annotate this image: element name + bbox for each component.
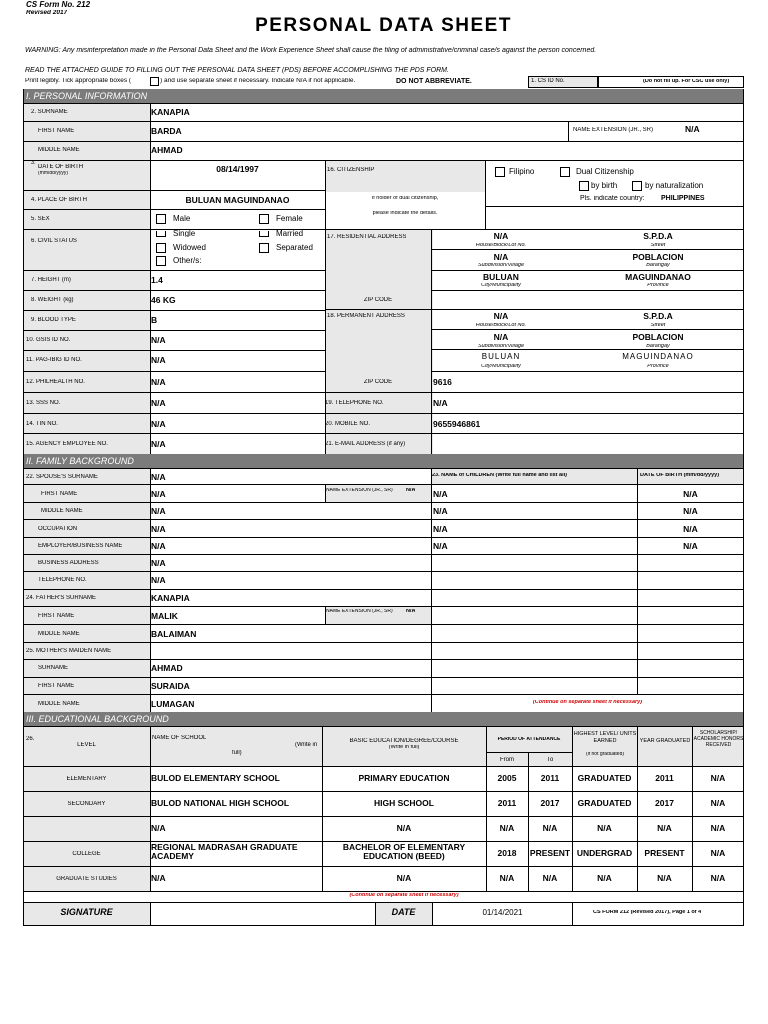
grid-line — [23, 537, 744, 538]
res-barangay-sublabel: Barangay — [646, 263, 670, 268]
perm-city-sublabel: City/Municipality — [481, 364, 521, 369]
male-checkbox[interactable] — [156, 214, 166, 224]
res-city-sublabel: City/Municipality — [481, 283, 521, 288]
grid-line — [23, 766, 744, 767]
form-revised: Revised 2017 — [26, 10, 68, 16]
grid-line — [23, 606, 744, 607]
period-from-field[interactable]: 2005 — [497, 774, 517, 783]
permanent-address-label: 18. PERMANENT ADDRESS — [327, 313, 405, 319]
citizenship-label: 16. CITIZENSHIP — [327, 167, 375, 173]
res-street-sublabel: Street — [650, 243, 666, 248]
grid-line — [23, 519, 744, 520]
perm-barangay-sublabel: Barangay — [646, 344, 670, 349]
grid-line — [23, 141, 744, 142]
school-full-header: full) — [232, 750, 242, 756]
by-naturalization-label: by naturalization — [645, 182, 704, 190]
telephone-field[interactable]: N/A — [433, 399, 448, 408]
grid-line — [23, 290, 325, 291]
mother-surname-label: SURNAME — [38, 665, 69, 671]
sex-label: 5. SEX — [31, 216, 50, 222]
perm-street-sublabel: Street — [650, 323, 666, 328]
period-to-field[interactable]: 2011 — [540, 774, 560, 783]
do-not-abbreviate: DO NOT ABBREVIATE. — [396, 78, 472, 85]
father-first-name-field[interactable]: MALIK — [151, 612, 178, 621]
course-field[interactable]: PRIMARY EDUCATION — [358, 774, 450, 783]
father-name-ext-field[interactable]: N/A — [406, 609, 416, 614]
school-name-field[interactable]: N/A — [151, 824, 166, 833]
scholarship-header: SCHOLARSHIP/ ACADEMIC HONORS RECEIVED — [693, 730, 744, 748]
grid-line — [23, 433, 744, 434]
honors-field[interactable]: N/A — [710, 849, 726, 858]
child-name-field[interactable]: N/A — [433, 542, 448, 551]
from-header: From — [500, 757, 514, 763]
cs-id-label: 1. CS ID No. — [531, 78, 565, 84]
philhealth-field[interactable]: N/A — [151, 378, 166, 387]
filipino-checkbox[interactable] — [495, 167, 505, 177]
course-field[interactable]: BACHELOR OF ELEMENTARY EDUCATION (BEED) — [342, 843, 466, 862]
grid-line — [431, 290, 744, 291]
father-surname-field[interactable]: KANAPIA — [151, 594, 190, 603]
school-name-field[interactable]: REGIONAL MADRASAH GRADUATE ACADEMY — [151, 843, 298, 862]
print-legibly-text-a: Print legibly. Tick appropriate boxes ( — [25, 78, 132, 84]
grid-line — [23, 659, 744, 660]
period-from-field[interactable]: N/A — [499, 824, 515, 833]
grid-line — [572, 726, 573, 891]
course-field[interactable]: N/A — [396, 874, 412, 883]
father-middle-name-label: MIDDLE NAME — [38, 631, 80, 637]
occupation-field[interactable]: N/A — [151, 525, 166, 534]
male-label: Male — [173, 215, 191, 223]
year-graduated-field[interactable]: N/A — [657, 824, 672, 833]
print-legibly-text-b: ) and use separate sheet if necessary. Indicate N/A if not applicable. — [160, 78, 356, 84]
school-name-header: NAME OF SCHOOL — [152, 735, 207, 741]
highest-level-field[interactable]: GRADUATED — [577, 774, 632, 783]
grid-line — [322, 726, 323, 891]
first-name-field[interactable]: BARDA — [151, 127, 182, 136]
perm-house-sublabel: House/Block/Lot No. — [475, 323, 527, 328]
read-guide-text: READ THE ATTACHED GUIDE TO FILLING OUT THE PERSONAL DATA SHEET (PDS) BEFORE ACCOMPLISHING THE PDS FORM. — [25, 67, 449, 74]
period-from-field[interactable]: N/A — [499, 874, 515, 883]
period-from-field[interactable]: 2018 — [497, 849, 517, 858]
page-title: PERSONAL DATA SHEET — [255, 16, 512, 35]
spouse-middle-name-field[interactable]: N/A — [151, 507, 166, 516]
section-family-background — [23, 454, 744, 468]
grid-line — [486, 726, 487, 891]
sss-field[interactable]: N/A — [151, 399, 166, 408]
honors-field[interactable]: N/A — [710, 874, 726, 883]
honors-field[interactable]: N/A — [710, 774, 726, 783]
res-province-sublabel: Province — [647, 283, 669, 288]
res-street-field[interactable]: S.P.D.A — [643, 232, 673, 241]
res-subdivision-sublabel: Subdivision/Village — [477, 263, 525, 268]
residential-address-label: 17. RESIDENTIAL ADDRESS — [327, 234, 407, 240]
single-label: Single — [173, 230, 196, 237]
married-checkbox[interactable] — [259, 231, 269, 237]
highest-level-field[interactable]: N/A — [597, 874, 612, 883]
widowed-label: Widowed — [173, 244, 206, 252]
spouse-first-name-label: FIRST NAME — [41, 491, 78, 497]
course-field[interactable]: N/A — [396, 824, 412, 833]
grid-line — [325, 484, 326, 502]
dob-number: 3. — [31, 161, 36, 166]
honors-field[interactable]: N/A — [710, 799, 726, 808]
grid-line — [692, 726, 693, 891]
grid-line — [23, 209, 325, 210]
period-to-field[interactable]: 2017 — [540, 799, 560, 808]
res-city-field[interactable]: BULUAN — [483, 273, 519, 282]
first-name-label: FIRST NAME — [38, 128, 75, 134]
citizenship-label-cell — [325, 160, 485, 192]
year-graduated-field[interactable]: 2011 — [655, 774, 674, 783]
pagibig-label: 11. PAG-IBIG ID NO. — [26, 357, 82, 363]
perm-barangay-field[interactable]: POBLACION — [632, 333, 684, 342]
perm-city-field[interactable]: BULUAN — [481, 353, 521, 361]
education-level-label: GRADUATE STUDIES — [56, 876, 117, 882]
section-personal-information — [23, 89, 744, 103]
period-to-field[interactable]: N/A — [542, 874, 558, 883]
perm-subdivision-field[interactable]: N/A — [493, 333, 509, 342]
tick-sample-checkbox — [150, 77, 159, 86]
blood-type-label: 9. BLOOD TYPE — [31, 317, 76, 323]
grid-line — [23, 160, 744, 161]
highest-level-field[interactable]: GRADUATED — [577, 799, 632, 808]
highest-level-header: HIGHEST LEVEL/ UNITS EARNED — [573, 731, 637, 744]
height-field[interactable]: 1.4 — [151, 276, 163, 285]
grid-line — [150, 468, 151, 712]
employer-field[interactable]: N/A — [151, 542, 166, 551]
father-middle-name-field[interactable]: BALAIMAN — [151, 630, 197, 639]
blood-type-field[interactable]: B — [151, 316, 158, 325]
father-name-ext-label: NAME EXTENSION (JR., SR) — [326, 609, 393, 614]
spouse-first-name-field[interactable]: N/A — [151, 490, 166, 499]
course-subheader: (Write in full) — [388, 745, 420, 750]
perm-street-field[interactable]: S.P.D.A — [643, 312, 673, 321]
grid-line — [23, 190, 325, 191]
section-family-title: II. FAMILY BACKGROUND — [26, 456, 134, 466]
separated-checkbox[interactable] — [259, 243, 269, 253]
cs-id-note: (Do not fill up. For CSC use only) — [643, 79, 730, 84]
grid-line — [23, 866, 744, 867]
surname-label: 2. SURNAME — [31, 109, 68, 115]
res-subdivision-field[interactable]: N/A — [493, 253, 509, 262]
married-label: Married — [276, 230, 304, 237]
grid-line — [431, 468, 432, 712]
signature-label: SIGNATURE — [60, 908, 113, 917]
child-dob-field[interactable]: N/A — [683, 490, 698, 499]
spouse-telephone-label: TELEPHONE NO. — [38, 577, 87, 583]
country-field[interactable]: PHILIPPINES — [661, 195, 705, 202]
business-address-label: BUSINESS ADDRESS — [38, 560, 99, 566]
employer-label: EMPLOYER/BUSINESS NAME — [38, 543, 123, 549]
middle-name-field[interactable]: AHMAD — [151, 146, 183, 155]
grid-line — [23, 902, 744, 903]
education-level-label: SECONDARY — [67, 801, 106, 807]
course-header: BASIC EDUCATION/DEGREE/COURSE — [349, 738, 459, 744]
year-graduated-field[interactable]: N/A — [657, 874, 672, 883]
grid-line — [23, 841, 744, 842]
perm-province-sublabel: Province — [647, 364, 669, 369]
grid-line — [23, 468, 744, 469]
grid-line — [572, 902, 573, 926]
personal-data-sheet — [23, 0, 744, 926]
period-to-field[interactable]: PRESENT — [529, 849, 571, 858]
grid-line — [637, 726, 638, 891]
perm-zip-label: ZIP CODE — [363, 379, 393, 385]
perm-house-field[interactable]: N/A — [493, 312, 509, 321]
mobile-field[interactable]: 9655946861 — [433, 420, 481, 429]
civil-status-label: 6. CIVIL STATUS — [31, 238, 77, 244]
grid-line — [23, 270, 325, 271]
grid-line — [23, 589, 744, 590]
occupation-label: OCCUPATION — [38, 526, 78, 532]
education-continue-note: (Continue on separate sheet if necessary) — [349, 893, 459, 898]
spouse-telephone-field[interactable]: N/A — [151, 576, 166, 585]
res-zip-label: ZIP CODE — [363, 297, 393, 303]
res-barangay-field[interactable]: POBLACION — [632, 253, 684, 262]
mobile-label: 20. MOBILE NO. — [325, 421, 371, 427]
philhealth-label: 12. PHILHEALTH NO. — [26, 379, 85, 385]
spouse-middle-name-label: MIDDLE NAME — [41, 508, 83, 514]
education-number: 26. — [26, 736, 35, 742]
height-label: 7. HEIGHT (m) — [31, 277, 71, 283]
father-first-name-label: FIRST NAME — [38, 613, 75, 619]
perm-province-field[interactable]: MAGUINDANAO — [622, 353, 694, 361]
grid-line — [528, 752, 529, 891]
others-label: Other/s: — [173, 257, 202, 265]
dual-citizenship-label: Dual Citizenship — [576, 168, 634, 176]
mother-surname-field[interactable]: AHMAD — [151, 664, 183, 673]
grid-line — [23, 554, 744, 555]
grid-line — [23, 392, 744, 393]
family-label-column — [23, 468, 150, 712]
middle-name-label: MIDDLE NAME — [38, 147, 80, 153]
grid-line — [23, 121, 744, 122]
grid-line — [23, 330, 325, 331]
perm-zip-field[interactable]: 9616 — [433, 378, 452, 387]
form-number: CS Form No. 212 — [26, 1, 91, 9]
grid-line — [431, 329, 744, 330]
sss-label: 13. SSS NO. — [26, 400, 61, 406]
weight-label: 8. WEIGHT (kg) — [31, 297, 74, 303]
grid-line — [23, 310, 325, 311]
child-dob-field[interactable]: N/A — [683, 525, 698, 534]
education-level-label: COLLEGE — [72, 851, 101, 857]
year-graduated-header: YEAR GRADUATED — [639, 738, 691, 744]
school-name-field[interactable]: N/A — [151, 874, 166, 883]
grid-line — [150, 726, 151, 891]
highest-level-field[interactable]: N/A — [597, 824, 612, 833]
dual-citizenship-checkbox[interactable] — [560, 167, 570, 177]
date-label: DATE — [391, 908, 416, 917]
grid-line — [23, 791, 744, 792]
female-label: Female — [276, 215, 303, 223]
mother-first-name-field[interactable]: SURAIDA — [151, 682, 190, 691]
frame-bottom — [23, 925, 744, 926]
course-field[interactable]: HIGH SCHOOL — [374, 799, 434, 808]
mother-maiden-name-label: 25. MOTHER'S MAIDEN NAME — [26, 648, 112, 654]
agency-employee-field[interactable]: N/A — [151, 440, 166, 449]
spouse-surname-field[interactable]: N/A — [151, 473, 166, 482]
res-house-sublabel: House/Block/Lot No. — [475, 243, 527, 248]
children-dob-label: DATE OF BIRTH (mm/dd/yyyy) — [640, 473, 720, 478]
spouse-surname-label: 22. SPOUSE'S SURNAME — [26, 474, 98, 480]
surname-field[interactable]: KANAPIA — [151, 108, 190, 117]
spouse-name-ext-label: NAME EXTENSION (JR., SR) — [326, 488, 393, 493]
grid-line — [485, 160, 486, 229]
family-continue-note: (Continue on separate sheet if necessary) — [532, 700, 643, 705]
warning-text: WARNING: Any misinterpretation made in the Personal Data Sheet and the Work Experience Sheet shall cause the filing of administrative/criminal case/s against the person concerned. — [25, 47, 597, 54]
level-header: LEVEL — [77, 742, 96, 748]
father-surname-label: 24. FATHER'S SURNAME — [26, 595, 97, 601]
agency-employee-label: 15. AGENCY EMPLOYEE NO. — [26, 441, 108, 447]
weight-field[interactable]: 46 KG — [151, 296, 176, 305]
school-write-in-header: (Write in — [295, 742, 318, 748]
grid-line — [23, 677, 744, 678]
name-extension-label: NAME EXTENSION (JR., SR) — [573, 127, 654, 133]
grid-line — [23, 571, 744, 572]
education-level-label: ELEMENTARY — [66, 776, 107, 782]
grid-line — [431, 270, 744, 271]
grid-line — [23, 103, 744, 104]
child-name-field[interactable]: N/A — [433, 507, 448, 516]
others-checkbox[interactable] — [156, 256, 166, 266]
tin-field[interactable]: N/A — [151, 420, 166, 429]
dob-format-label: (mm/dd/yyyy) — [38, 171, 68, 176]
business-address-field[interactable]: N/A — [151, 559, 166, 568]
tin-label: 14. TIN NO. — [26, 421, 58, 427]
child-name-field[interactable]: N/A — [433, 525, 448, 534]
grid-line — [23, 624, 744, 625]
grid-line — [486, 752, 572, 753]
grid-line — [23, 502, 744, 503]
widowed-checkbox[interactable] — [156, 243, 166, 253]
country-label: Pls. indicate country: — [580, 195, 645, 202]
section-personal-title: I. PERSONAL INFORMATION — [26, 91, 148, 101]
child-dob-field[interactable]: N/A — [683, 542, 698, 551]
grid-line — [485, 206, 744, 207]
period-header: PERIOD OF ATTENDANCE — [497, 737, 561, 742]
page-note: CS FORM 212 (Revised 2017), Page 1 of 4 — [593, 910, 702, 915]
name-extension-field[interactable]: N/A — [685, 125, 700, 134]
child-dob-field[interactable]: N/A — [683, 507, 698, 516]
spouse-name-ext-field[interactable]: N/A — [406, 488, 416, 493]
grid-line — [23, 371, 325, 372]
female-checkbox[interactable] — [259, 214, 269, 224]
year-graduated-field[interactable]: 2017 — [655, 799, 674, 808]
grid-line — [325, 160, 326, 454]
grid-line — [325, 309, 744, 310]
dob-label: DATE OF BIRTH — [38, 164, 84, 170]
place-of-birth-field[interactable]: BULUAN MAGUINDANAO — [185, 196, 290, 205]
school-name-field[interactable]: BULOD ELEMENTARY SCHOOL — [151, 774, 280, 783]
by-birth-checkbox[interactable] — [579, 181, 589, 191]
mother-middle-name-field[interactable]: LUMAGAN — [151, 700, 195, 709]
signature-field[interactable] — [151, 903, 374, 925]
by-naturalization-checkbox[interactable] — [632, 181, 642, 191]
grid-line — [637, 468, 638, 694]
grid-line — [23, 726, 744, 727]
gsis-label: 10. GSIS ID NO. — [26, 337, 71, 343]
res-house-field[interactable]: N/A — [493, 232, 509, 241]
grid-line — [431, 371, 744, 372]
grid-line — [23, 229, 744, 230]
grid-line — [23, 413, 744, 414]
grid-line — [23, 694, 744, 695]
school-name-field[interactable]: BULOD NATIONAL HIGH SCHOOL — [151, 799, 290, 808]
child-name-field[interactable]: N/A — [433, 490, 448, 499]
mother-middle-name-label: MIDDLE NAME — [38, 701, 80, 707]
gsis-field[interactable]: N/A — [151, 336, 166, 345]
dob-field[interactable]: 08/14/1997 — [216, 165, 259, 174]
date-field[interactable]: 01/14/2021 — [482, 909, 523, 917]
dual-note-2: please indicate the details. — [372, 211, 438, 216]
dual-note-1: If holder of dual citizenship, — [371, 196, 439, 201]
mother-first-name-label: FIRST NAME — [38, 683, 75, 689]
grid-line — [23, 350, 325, 351]
telephone-label: 19. TELEPHONE NO. — [325, 400, 384, 406]
single-checkbox[interactable] — [156, 231, 166, 237]
res-province-field[interactable]: MAGUINDANAO — [625, 273, 691, 282]
period-to-field[interactable]: N/A — [542, 824, 558, 833]
pagibig-field[interactable]: N/A — [151, 356, 166, 365]
separated-label: Separated — [276, 244, 313, 252]
to-header: To — [546, 757, 554, 763]
perm-subdivision-sublabel: Subdivision/Village — [477, 344, 525, 349]
honors-field[interactable]: N/A — [710, 824, 726, 833]
grid-line — [23, 642, 744, 643]
grid-line — [23, 816, 744, 817]
highest-level-field[interactable]: UNDERGRAD — [576, 849, 633, 858]
place-of-birth-label: 4. PLACE OF BIRTH — [31, 197, 87, 203]
grid-line — [568, 121, 569, 141]
section-education-title: III. EDUCATIONAL BACKGROUND — [26, 714, 169, 724]
highest-level-subheader: (if not graduated) — [585, 752, 625, 757]
by-birth-label: by birth — [591, 182, 618, 190]
section-educational-background — [23, 712, 744, 726]
email-label: 21. E-MAIL ADDRESS (if any) — [325, 441, 406, 447]
year-graduated-field[interactable]: PRESENT — [644, 849, 685, 858]
period-from-field[interactable]: 2011 — [497, 799, 517, 808]
grid-line — [431, 249, 744, 250]
grid-line — [23, 891, 744, 892]
filipino-label: Filipino — [509, 168, 535, 176]
children-label: 23. NAME of CHILDREN (Write full name and list all) — [432, 473, 567, 478]
grid-line — [23, 484, 744, 485]
education-level-column — [23, 766, 150, 891]
